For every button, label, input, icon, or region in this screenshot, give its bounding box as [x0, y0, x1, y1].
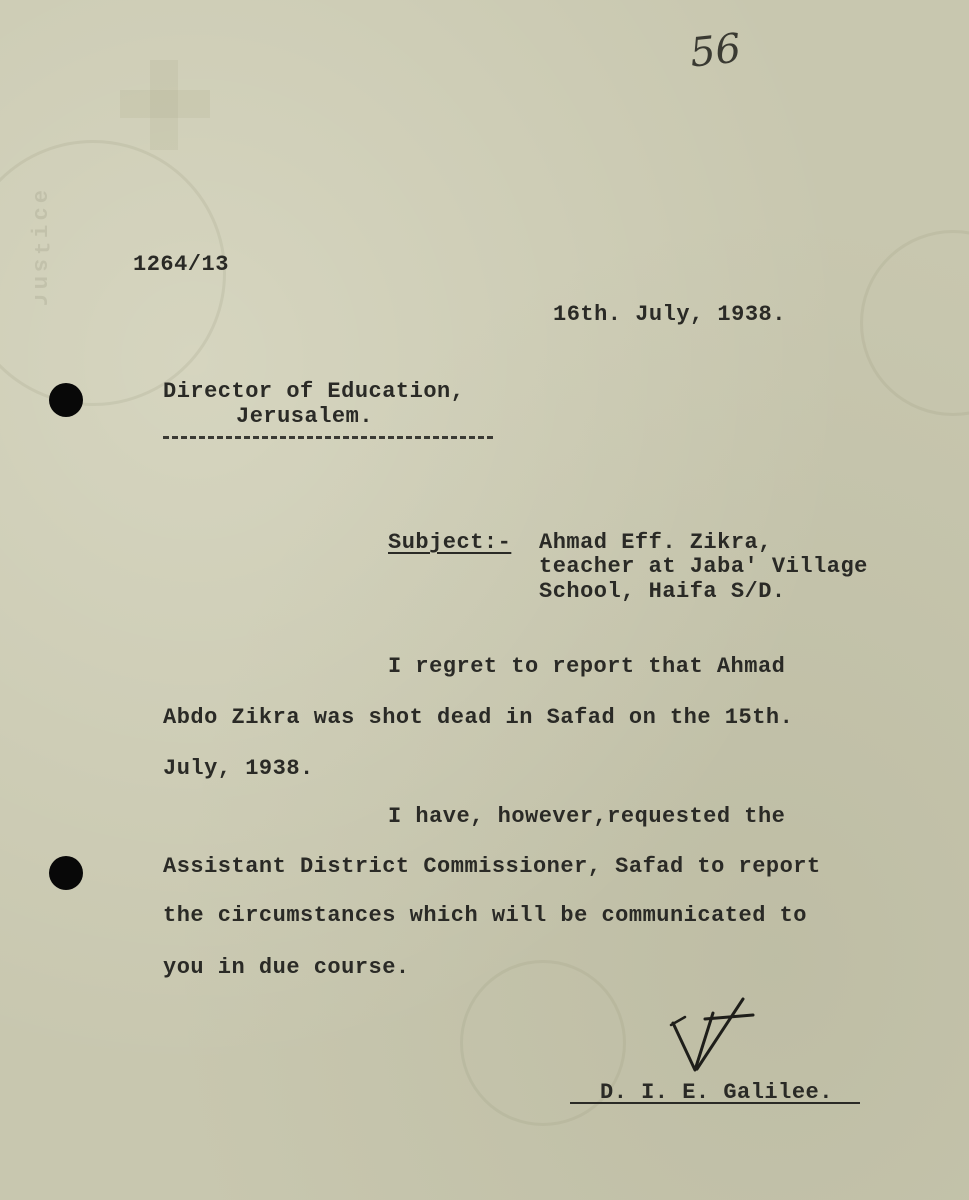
signature-title: D. I. E. Galilee. [600, 1080, 833, 1105]
handwritten-initials [665, 995, 760, 1080]
folio-number: 56 [687, 25, 744, 77]
body-paragraph-1-line-1: I regret to report that Ahmad [388, 654, 786, 679]
body-paragraph-2-line-3: the circumstances which will be communicated to [163, 903, 808, 928]
watermark-mark [150, 60, 178, 150]
punch-hole-bottom [49, 856, 83, 890]
letter-date: 16th. July, 1938. [553, 302, 786, 327]
addressee-line-2: Jerusalem. [236, 404, 374, 429]
body-paragraph-2-line-2: Assistant District Commissioner, Safad to report [163, 854, 821, 879]
addressee-line-1: Director of Education, [163, 379, 465, 404]
body-paragraph-2-line-1: I have, however,requested the [388, 804, 786, 829]
reference-number: 1264/13 [133, 252, 229, 277]
subject-label: Subject:- [388, 530, 512, 555]
addressee-divider [163, 436, 493, 439]
subject-line-2: teacher at Jaba' Village [539, 554, 868, 579]
punch-hole-top [49, 383, 83, 417]
watermark-circle [860, 230, 969, 416]
body-paragraph-1-line-3: July, 1938. [163, 756, 314, 781]
body-paragraph-2-line-4: you in due course. [163, 955, 410, 980]
body-paragraph-1-line-2: Abdo Zikra was shot dead in Safad on the 15th. [163, 705, 794, 730]
signature-rule [570, 1102, 860, 1104]
subject-line-3: School, Haifa S/D. [539, 579, 786, 604]
subject-line-1: Ahmad Eff. Zikra, [539, 530, 772, 555]
bleed-through-text: ǝɔᴉʇsnɾ [28, 190, 53, 311]
